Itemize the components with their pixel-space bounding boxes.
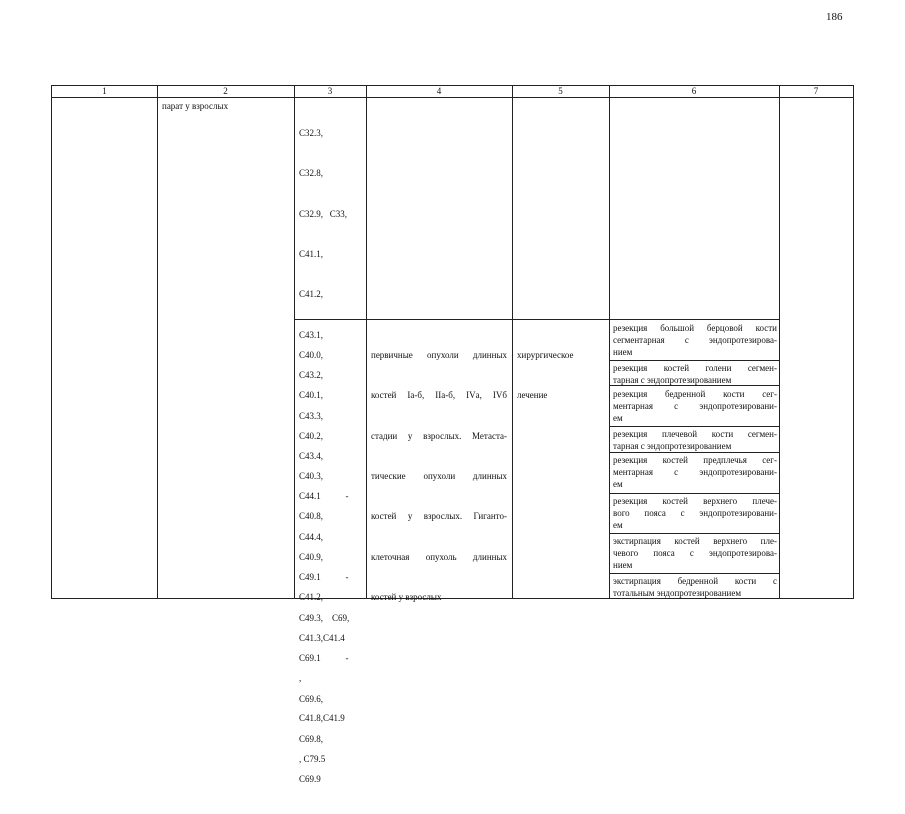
diagnosis-line: клеточная опухоль длинных: [371, 551, 507, 562]
row-b-icd-codes: [299, 322, 363, 793]
header-col-6: 6: [691, 86, 697, 96]
icd-code-line: C43.4,: [299, 451, 324, 462]
procedure-line: нием: [613, 347, 633, 358]
treatment-type-line: лечение: [517, 390, 548, 401]
header-col-4: 4: [436, 86, 442, 96]
row-b-treatment-type: [517, 322, 605, 430]
icd-code-line: C40.9,: [299, 551, 324, 562]
diagnosis-line: костей у взрослых. Гиганто-: [371, 511, 507, 522]
procedure-line: резекция бедренной кости сег-: [613, 389, 777, 399]
procedure-divider: [609, 573, 779, 574]
icd-code-line: C43.2,: [299, 370, 324, 381]
procedure-divider: [609, 493, 779, 494]
diagnosis-line: тические опухоли длинных: [371, 471, 507, 482]
icd-code-line: C41.1,: [299, 249, 324, 260]
procedure-line: тарная с эндопротезированием: [613, 375, 732, 386]
document-table: [51, 85, 854, 785]
procedure-line: сегментарная с эндопротезирова-: [613, 335, 777, 346]
procedure-line: вого пояса с эндопротезировани-: [613, 508, 777, 519]
column-divider: [779, 86, 780, 598]
column-divider: [609, 86, 610, 598]
procedure-line: ментарная с эндопротезировани-: [613, 467, 777, 478]
icd-code-line: C43.1,: [299, 329, 324, 340]
procedure-divider: [609, 360, 779, 361]
diagnosis-line: костей Iа-б, IIа-б, IVа, IVб: [371, 390, 507, 401]
icd-code-line: C41.2,: [299, 289, 324, 300]
row-a-col2-text: парат у взрослых: [162, 101, 229, 111]
header-col-7: 7: [813, 86, 819, 96]
diagnosis-line: первичные опухоли длинных: [371, 349, 507, 360]
column-divider: [157, 86, 158, 598]
icd-code-line: C41.3,C41.4: [299, 632, 345, 643]
row-b-diagnosis-text: [371, 322, 507, 632]
procedure-item: [613, 428, 777, 452]
procedure-line: резекция костей голени сегмен-: [613, 363, 777, 373]
icd-code-line: C41.8,C41.9: [299, 713, 345, 724]
procedure-divider: [609, 426, 779, 427]
icd-code-line: C49.1 -: [299, 572, 349, 583]
icd-code-line: C40.1,: [299, 390, 324, 401]
icd-code-line: C44.4,: [299, 531, 324, 542]
procedure-item: [613, 575, 777, 599]
icd-code-line: C69.9: [299, 774, 321, 785]
procedure-line: ментарная с эндопротезировани-: [613, 401, 777, 412]
procedure-line: ем: [613, 520, 623, 531]
column-divider: [366, 86, 367, 598]
icd-code-line: C44.1 -: [299, 491, 349, 502]
icd-code-line: C32.8,: [299, 168, 324, 179]
icd-code-line: C69.8,: [299, 733, 324, 744]
procedure-line: ем: [613, 413, 623, 424]
procedure-item: [613, 495, 777, 532]
procedure-line: экстирпация бедренной кости с: [613, 576, 777, 586]
icd-code-line: C32.3,: [299, 127, 324, 138]
table-header-row: [52, 86, 853, 98]
procedure-item: [613, 362, 777, 386]
procedure-line: чевого пояса с эндопротезирова-: [613, 548, 777, 559]
icd-code-line: C43.3,: [299, 410, 324, 421]
icd-code-line: C69.6,: [299, 693, 324, 704]
icd-code-line: C41.2,: [299, 592, 324, 603]
procedure-line: резекция большой берцовой кости: [613, 323, 777, 333]
procedure-divider: [609, 533, 779, 534]
procedure-item: [613, 535, 777, 572]
icd-code-line: C40.2,: [299, 430, 324, 441]
treatment-type-line: хирургическое: [517, 349, 574, 360]
header-col-5: 5: [558, 86, 563, 96]
procedure-line: нием: [613, 560, 633, 571]
procedure-item: [613, 388, 777, 425]
row-divider: [294, 319, 779, 320]
icd-code-line: ,: [299, 673, 302, 684]
icd-code-line: C69.1 -: [299, 653, 349, 664]
column-divider: [512, 86, 513, 598]
procedure-item: [613, 454, 777, 491]
header-col-3: 3: [327, 86, 333, 96]
icd-code-line: C40.0,: [299, 349, 324, 360]
procedure-line: экстирпация костей верхнего пле-: [613, 536, 777, 546]
diagnosis-line: костей у взрослых: [371, 592, 442, 603]
procedure-line: резекция плечевой кости сегмен-: [613, 429, 777, 439]
icd-code-line: C40.8,: [299, 511, 324, 522]
header-col-2: 2: [223, 86, 228, 96]
icd-code-line: , C79.5: [299, 753, 326, 764]
procedure-line: ем: [613, 479, 623, 490]
diagnosis-line: стадии у взрослых. Метаста-: [371, 430, 507, 441]
icd-code-line: C49.3, C69,: [299, 612, 350, 623]
icd-code-line: C32.9, C33,: [299, 208, 348, 219]
procedure-line: тотальным эндопротезированием: [613, 588, 742, 599]
icd-code-line: C40.3,: [299, 471, 324, 482]
procedure-line: резекция костей предплечья сег-: [613, 455, 777, 465]
procedure-line: резекция костей верхнего плече-: [613, 496, 777, 506]
header-col-1: 1: [102, 86, 107, 96]
column-divider: [294, 86, 295, 598]
procedure-item: [613, 322, 777, 359]
procedure-line: тарная с эндопротезированием: [613, 441, 732, 452]
page-number: 186: [826, 11, 843, 23]
